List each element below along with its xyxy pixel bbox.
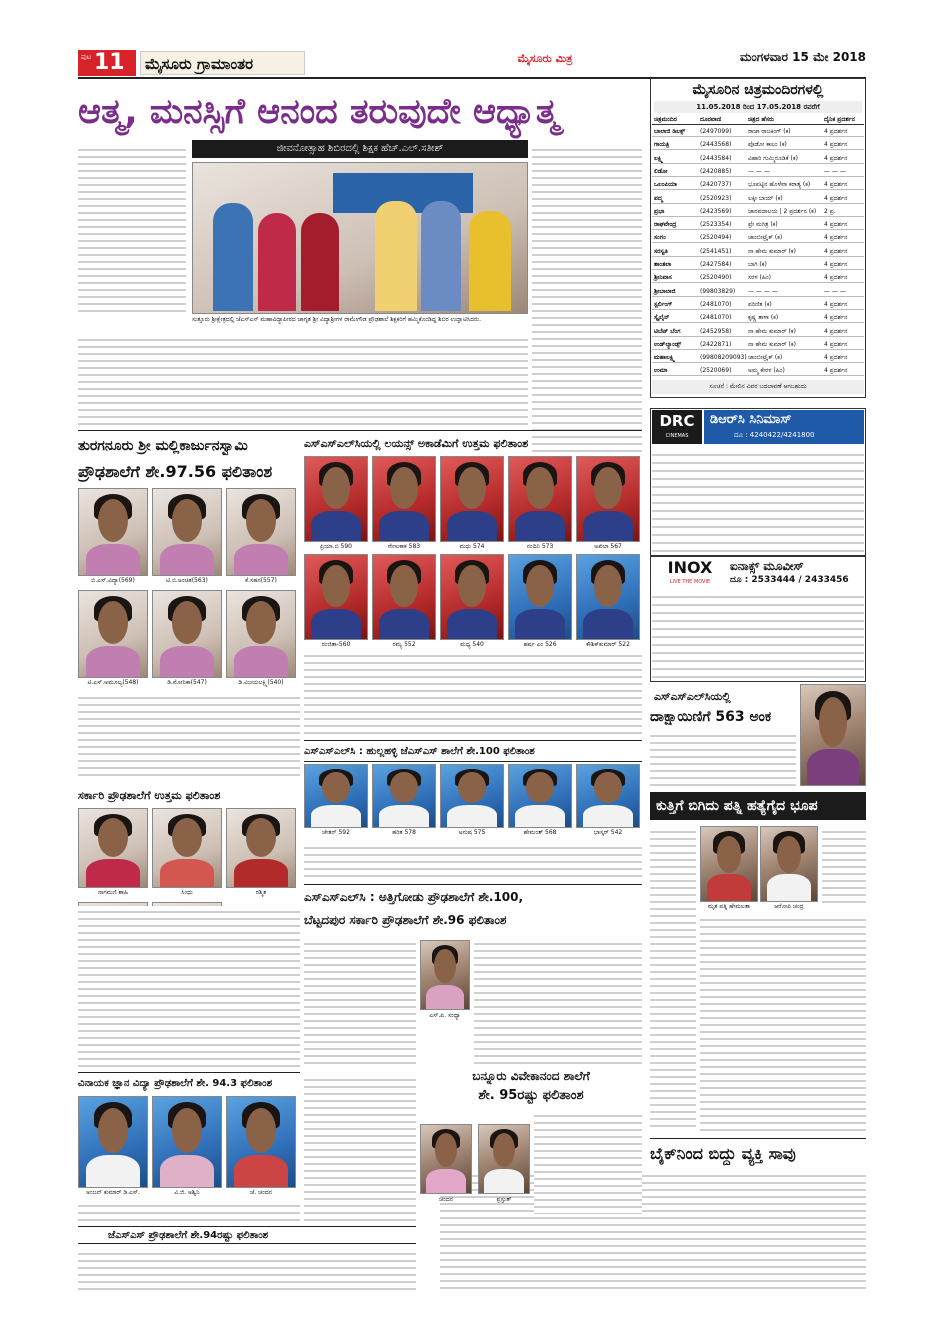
lions-body — [304, 650, 642, 736]
inox-logo-sub: LIVE THE MOVIE — [669, 579, 711, 585]
cinema-phone: (2423569) — [700, 207, 732, 215]
cinema-row — [652, 180, 864, 190]
cinema-shows: 4 ಪ್ರದರ್ಶನ — [824, 141, 848, 149]
dakshayini-headline-1: ಎಸ್‌ಎಸ್‌ಎಲ್‌ಸಿಯಲ್ಲಿ — [654, 690, 731, 703]
lead-subhead-text: ಜೀವನೋತ್ಸಾಹ ಶಿಬಿರದಲ್ಲಿ ಶಿಕ್ಷಕ ಹೆಚ್.ಎಲ್.ಸತೀಶ್ — [276, 143, 444, 154]
cinema-film: ಜಾಂಬೀಟ್ರೈಕ್ (ಕ) — [748, 354, 783, 362]
lions-photo — [576, 456, 640, 542]
bhoopa-headline: ಕುತ್ತಿಗೆ ಬಿಗಿದು ಪತ್ನಿ ಹತ್ಯೆಗೈದ ಭೂಪ — [656, 798, 818, 814]
bannur-headline-1: ಬನ್ನೂರು ವಿವೇಕಾನಂದ ಶಾಲೆಗೆ — [472, 1069, 590, 1083]
turaganur-body — [78, 692, 300, 780]
lead-body-bottom — [78, 334, 528, 428]
cinema-row — [652, 353, 864, 363]
lions-headline-bar — [304, 434, 642, 454]
cinema-shows: — — — — [824, 167, 846, 175]
cinema-phone: (99808209093) — [700, 354, 747, 362]
halligalli-photo — [372, 764, 436, 828]
cinema-note: ಸೂಚನೆ : ಮೇಲಿನ ವಿವರ ಬದಲಾವಣೆ ಆಗಬಹುದು — [652, 380, 864, 394]
cinema-row — [652, 273, 864, 283]
cinema-film: ಸರಳ (ಹಿಂ) — [748, 274, 771, 282]
cinema-shows: 4 ಪ್ರದರ್ಶನ — [824, 367, 848, 375]
turaganur-caption: ಡಿ.ಮೋನಿಕಾ(547) — [167, 679, 207, 686]
cinema-row — [652, 220, 864, 230]
lead-subhead — [192, 140, 528, 158]
cinema-row — [652, 167, 864, 177]
cinema-film: ನಾ ಹೇಮ ಕುಮಾರ್ (ಕ) — [748, 340, 796, 348]
cinema-row — [652, 313, 864, 323]
drc-title: ಡಿಆರ್‌ಸಿ ಸಿನಿಮಾಸ್ — [710, 412, 792, 427]
cinema-theatre: ಒಲಂಪಿಯಾ — [654, 181, 677, 189]
page-number: 11 — [94, 50, 125, 75]
inox-title: ಐನಾಕ್ಸ್ ಮೂವೀಸ್ — [730, 559, 804, 573]
cinema-film: — — — — — [748, 287, 778, 295]
vinayaka-body — [78, 1200, 300, 1222]
cinema-phone: (2443568) — [700, 141, 732, 149]
cinema-film: ನಾ ಹೇಮ ಕುಮಾರ್ (ಕ) — [748, 247, 796, 255]
cinema-film: ರಾಜಾ ರಾಜಕಿಂಗ್ (ಕ) — [748, 128, 791, 135]
cinema-film: ಅಮ್ಮ ಕೇರಳ (ಹಿಂ) — [748, 367, 785, 375]
page-number-badge — [78, 50, 136, 76]
lions-caption: ಹರ್ಷ ಎಂ 526 — [523, 641, 557, 648]
cinema-shows: 4 ಪ್ರದರ್ಶನ — [824, 181, 848, 189]
lions-headline: ಎಸ್‌ಎಸ್‌ಎಲ್‌ಸಿಯಲ್ಲಿ ಲಯನ್ಸ್ ಅಕಾಡೆಮಿಗೆ ಉತ್ತಮ ಫಲಿತಾಂಶ — [304, 437, 529, 450]
cinema-shows: 4 ಪ್ರದರ್ಶನ — [824, 274, 848, 282]
cinema-row — [652, 340, 864, 350]
halligalli-headline-bar — [304, 740, 642, 762]
cinema-row — [652, 127, 864, 137]
lions-photo — [440, 456, 504, 542]
attigodu-photo — [420, 940, 470, 1010]
cinema-phone: (2520923) — [700, 194, 732, 202]
cinema-film: ಬಾಗಿ (ಕ) — [748, 261, 767, 268]
turaganur-photo — [226, 590, 296, 678]
lions-photo — [576, 554, 640, 640]
lead-photo — [192, 162, 528, 314]
cinema-phone: (2443584) — [700, 154, 732, 162]
turaganur-photo — [152, 488, 222, 576]
dakshayini-photo — [800, 684, 866, 786]
cinema-theatre: ಉಮಾ — [654, 367, 668, 375]
lead-body-right — [532, 144, 642, 452]
halligalli-caption: ಚೇತನ್ 592 — [322, 829, 350, 836]
inox-logo-text: INOX — [667, 558, 713, 577]
cinema-film: ಕೃಷ್ಣ ತಾಳಾ (ಕ) — [748, 314, 779, 322]
halligalli-caption: ಭಾಸ್ಕರ್ 542 — [593, 829, 623, 836]
cinema-phone: (2481070) — [700, 314, 732, 322]
vinayaka-photo — [226, 1096, 296, 1188]
cinema-phone: (2520494) — [700, 234, 732, 242]
turaganur-photo — [78, 590, 148, 678]
bannur-caption-1: ಚಂದನ — [439, 1196, 453, 1203]
cinema-film: ನಾ ಹೇಮ ಕುಮಾರ್ (ಕ) — [748, 327, 796, 335]
cinema-row — [652, 300, 864, 310]
turaganur-caption: ಟಿ.ಎಸ್.ಅಮೂಲ್ಯ(548) — [87, 679, 139, 686]
cinema-shows: 4 ಪ್ರದರ್ಶನ — [824, 154, 848, 162]
inox-title-bar — [730, 558, 864, 588]
lead-photo-caption: ಸುತ್ತೂರು ಶ್ರೀಕ್ಷೇತ್ರದಲ್ಲಿ ಜೆಎಸ್ಎಸ್ ಮಹಾವಿದ್ಯಾಪೀಠದ ಜಾಗೃತ ಶ್ರೀ ವಿದ್ಯಾಶ್ರೀಗಳ ರಾಮೇಗೌಡ ಪ್ರೌಢಶಾಲೆ ಶಿಕ್ಷಕರಿಗೆ ಹಮ್ಮಿಕೊಂಡಿದ್ದ ಶಿಬಿರ ಉದ್ಘಾಟಿಸಿದರು. — [192, 316, 481, 323]
vinayaka-body-right — [304, 1074, 416, 1224]
issue-date: ಮಂಗಳವಾರ 15 ಮೇ 2018 — [739, 50, 866, 64]
bannur-headline-2: ಶೇ. 95ರಷ್ಟು ಫಲಿತಾಂಶ — [478, 1088, 584, 1103]
cinema-shows: 4 ಪ್ರದರ್ಶನ — [824, 314, 848, 322]
lions-caption: ಅಖಿಲಾ 567 — [594, 543, 622, 550]
government-body — [78, 906, 300, 1070]
bhoopa-caption-accused: ಆರೋಪಿ ಚಂದ್ರ — [774, 903, 804, 910]
government-photo — [226, 808, 296, 888]
drc-schedule — [652, 448, 864, 552]
turaganur-headline-2: ಪ್ರೌಢಶಾಲೆಗೆ ಶೇ.97.56 ಫಲಿತಾಂಶ — [78, 462, 273, 481]
turaganur-caption: ಕೆ.ಸಹನ(557) — [245, 577, 277, 584]
jss-headline: ಜೆಎಸ್‌ಎಸ್ ಪ್ರೌಢಶಾಲೆಗೆ ಶೇ.94ರಷ್ಟು ಫಲಿತಾಂಶ — [108, 1230, 269, 1241]
cinema-film: ಭೂಪಟ್ಟಿನ ಹೊಳೆವಾ ಕರಾತ್ಯ (ಕ) — [748, 181, 811, 189]
vinayaka-caption: ವಿ.ಜಿ. ಅಶ್ವಿನಿ — [174, 1189, 200, 1196]
cinema-shows: 2 ಪ್ರ. — [824, 207, 836, 215]
lions-caption: ಪ್ರಿಯಾ.ಬಿ 590 — [320, 543, 352, 550]
turaganur-caption: ಬಿ.ಎಸ್.ವಿದ್ಯಾ(569) — [91, 577, 135, 584]
bhoopa-body-main — [700, 914, 866, 1134]
cinema-phone: (2520490) — [700, 274, 732, 282]
bike-headline: ಬೈಕ್‌ನಿಂದ ಬಿದ್ದು ವ್ಯಕ್ತಿ ಸಾವು — [650, 1144, 796, 1163]
cinema-theatre: ಶಾಂತಲಾ — [654, 261, 672, 268]
vinayaka-photo — [152, 1096, 222, 1188]
cinema-film: ಪೊಡೋ ಕಾಲಂ (ಕ) — [748, 141, 787, 149]
cinema-row — [652, 327, 864, 337]
halligalli-caption: ಅನುಷ 575 — [458, 829, 486, 836]
turaganur-photo — [152, 590, 222, 678]
cinema-film: ಲಕ್ಕೀ ಬಾಯ್ (ಕ) — [748, 194, 783, 202]
cinema-row — [652, 154, 864, 164]
cinema-title: ಮೈಸೂರಿನ ಚಿತ್ರಮಂದಿರಗಳಲ್ಲಿ — [692, 82, 824, 98]
halligalli-body — [304, 842, 642, 882]
lead-body-left — [78, 144, 186, 316]
drc-logo — [652, 410, 702, 444]
lions-photo — [508, 456, 572, 542]
cinema-shows: 4 ಪ್ರದರ್ಶನ — [824, 234, 848, 242]
cinema-phone: (2497099) — [700, 128, 732, 135]
halligalli-photo — [304, 764, 368, 828]
lions-caption: ಮಧು 574 — [459, 543, 485, 550]
government-photo — [152, 808, 222, 888]
halligalli-photo — [576, 764, 640, 828]
bhoopa-photo-wife — [700, 826, 758, 902]
page-label: ಪುಟ — [81, 53, 92, 61]
lions-photo — [304, 456, 368, 542]
turaganur-caption: ಡಿ.ವಿಜಯಲಕ್ಷ್ಮಿ(540) — [238, 679, 284, 686]
cinema-phone: (2523354) — [700, 221, 732, 229]
drc-title-bar — [704, 410, 864, 444]
dakshayini-body — [650, 730, 796, 786]
cinema-theatre: ಶ್ರೀಬಾಲಾಜಿ — [654, 287, 676, 295]
inox-schedule — [652, 590, 864, 678]
lions-caption: ಕೌಶಿಕ್‌ಕುಮಾರ್ 522 — [586, 641, 630, 648]
attigodu-body-left — [304, 938, 416, 1064]
cinema-theatre: ಲಕ್ಷ್ಮಿ — [654, 154, 663, 162]
bannur-photo-2 — [478, 1124, 530, 1194]
dakshayini-headline-2: ದಾಕ್ಷಾಯಿಣಿಗೆ 563 ಅಂಕ — [650, 709, 772, 725]
cinema-theatre: ಸಂಗಂ — [654, 234, 666, 242]
cinema-theatre: ರಾಘವೇಂದ್ರ — [654, 221, 677, 229]
halligalli-caption: ಹೇಮಂತ್ 568 — [523, 829, 557, 836]
attigodu-caption: ಎಸ್.ಪಿ. ಸಂಧ್ಯಾ — [429, 1012, 461, 1019]
cinema-phone: (2452958) — [700, 327, 732, 335]
halligalli-headline: ಎಸ್‌ಎಸ್‌ಎಲ್‌ಸಿ : ಹುಲ್ಲಹಳ್ಳಿ ಜೆಎಸ್‌ಎಸ್ ಶಾಲೆಗೆ ಶೇ.100 ಫಲಿತಾಂಶ — [304, 746, 535, 757]
cinema-shows: 4 ಪ್ರದರ್ಶನ — [824, 247, 848, 255]
cinema-shows: 4 ಪ್ರದರ್ಶನ — [824, 354, 848, 362]
cinema-phone: (2520069) — [700, 367, 732, 375]
vinayaka-caption: ಅಂಜನ್ ಕುಮಾರ್ ಡಿ.ಎಸ್. — [86, 1189, 140, 1196]
cinema-row — [652, 366, 864, 376]
cinema-phone: (2481070) — [700, 300, 732, 308]
turaganur-photo — [226, 488, 296, 576]
government-caption: ಸಿಂಧು — [181, 889, 193, 896]
turaganur-headline-1: ತುರಗನೂರು ಶ್ರೀ ಮಲ್ಲಿಕಾರ್ಜುನಸ್ವಾಮಿ — [78, 438, 248, 454]
cinema-header-row — [652, 115, 864, 125]
lions-caption: ನಂದಿನಿ 573 — [526, 543, 554, 550]
cinema-dates: 11.05.2018 ರಿಂದ 17.05.2018 ರವರೆಗೆ — [654, 101, 862, 113]
cinema-row — [652, 247, 864, 257]
bannur-photo-1 — [420, 1124, 472, 1194]
vinayaka-headline: ವಿನಾಯಕ ಜ್ಞಾನ ವಿದ್ಯಾ ಪ್ರೌಢಶಾಲೆಗೆ ಶೇ. 94.3 ಫಲಿತಾಂಶ — [78, 1078, 273, 1089]
jss-headline-bar — [78, 1226, 416, 1244]
cinema-theatre: ಸ್ಟರ್ಲಿಂಗ್ — [654, 300, 673, 308]
halligalli-caption: ಹರಿತ 578 — [392, 829, 416, 836]
cinema-theatre: ಮಹಾಲಕ್ಷ್ಮಿ — [654, 354, 675, 362]
cinema-row — [652, 260, 864, 270]
lead-headline: ಆತ್ಮ, ಮನಸ್ಸಿಗೆ ಆನಂದ ತರುವುದೇ ಆಧ್ಯಾತ್ಮ — [78, 92, 560, 132]
cinema-phone: (2541451) — [700, 247, 732, 255]
cinema-col-film: ಚಿತ್ರದ ಹೆಸರು — [748, 116, 775, 123]
halligalli-photo — [508, 764, 572, 828]
cinema-phone: (2420737) — [700, 181, 732, 189]
cinema-row — [652, 233, 864, 243]
attigodu-headline-1: ಎಸ್‌ಎಸ್‌ಎಲ್‌ಸಿ : ಅತ್ತಿಗೋಡು ಪ್ರೌಢಶಾಲೆಗೆ ಶೇ.100, — [304, 890, 524, 904]
lions-photo — [372, 554, 436, 640]
bannur-caption-2: ಪ್ರಸ್ತುತ್ — [496, 1196, 512, 1203]
bannur-body — [534, 1110, 642, 1214]
jss-body — [78, 1248, 416, 1290]
cinema-shows: 4 ಪ್ರದರ್ಶನ — [824, 261, 848, 268]
inox-phone: ದೂ : 2533444 / 2433456 — [730, 575, 849, 585]
cinema-theatre: ಟಿಬೆಟ್ ಬೆಂಗ — [654, 327, 681, 335]
bhoopa-caption-wife: ಮೃತ ಪತ್ನಿ ಹೇಮಲತಾ — [707, 903, 751, 910]
cinema-col-phone: ದೂರವಾಣಿ — [700, 116, 722, 123]
government-photo — [78, 808, 148, 888]
paper-name: ಮೈಸೂರು ಮಿತ್ರ — [517, 52, 573, 65]
lions-caption: ರಂಜಿತಾ-560 — [321, 641, 351, 648]
cinema-shows: — — — — [824, 287, 846, 295]
cinema-phone: (2427584) — [700, 261, 732, 268]
lions-photo — [304, 554, 368, 640]
cinema-film: ವಿಹಾರಿ ಗುಮ್ಮಿರೂಡಿಕೆ (ಕ) — [748, 154, 798, 162]
cinema-shows: 4 ಪ್ರದರ್ಶನ — [824, 340, 848, 348]
drc-logo-sub: CINEMAS — [665, 433, 689, 439]
cinema-phone: (2420885) — [700, 167, 732, 175]
cinema-row — [652, 140, 864, 150]
cinema-film: ಜಾನಪದಾಲಯ | 2 ಪ್ರದರ್ಶನ (ಕ) — [748, 207, 817, 215]
cinema-film: ಜಾಂಬೀಟ್ರೈಕ್ (ಕ) — [748, 234, 783, 242]
bhoopa-body-left — [650, 826, 696, 1132]
halligalli-photo — [440, 764, 504, 828]
cinema-shows: 4 ಪ್ರದರ್ಶನ — [824, 194, 848, 202]
lions-caption: ರೇಣುಕಾಕ 583 — [387, 543, 421, 550]
cinema-theatre: ಶ್ರೀನಿವಾಸ — [654, 274, 672, 282]
cinema-theatre: ಲಿಡೋ — [654, 167, 668, 175]
cinema-film: ಪ್ರೇ ಮಗಿತ್ರ (ಕ) — [748, 221, 778, 229]
drc-logo-text: DRC — [659, 412, 695, 430]
lions-caption: ರಮ್ಯ 552 — [392, 641, 416, 648]
cinema-shows: 4 ಪ್ರದರ್ಶನ — [824, 128, 848, 135]
vinayaka-photo — [78, 1096, 148, 1188]
cinema-col-theatre: ಚಿತ್ರಮಂದಿರ — [654, 116, 677, 123]
lions-photo — [372, 456, 436, 542]
inox-logo — [652, 558, 728, 588]
cinema-col-shows: ದೈನಿಕ ಪ್ರದರ್ಶನ — [824, 116, 855, 123]
government-caption: ನಾಗಮಣಿ ಶಾಹಿ — [97, 889, 129, 896]
cinema-phone: (99803829) — [700, 287, 736, 295]
cinema-row — [652, 207, 864, 217]
drc-phone: ದೂ : 4240422/4241800 — [734, 431, 815, 439]
cinema-theatre: ಬಾಲಾಜಿ ಡಿಲಕ್ಸ್ — [654, 128, 686, 135]
cinema-shows: 4 ಪ್ರದರ್ಶನ — [824, 221, 848, 229]
cinema-film: — — — — [748, 167, 770, 175]
cinema-theatre: ಸ್ಕೈಲೈನ್ — [654, 314, 670, 322]
lions-photo — [440, 554, 504, 640]
bhoopa-headline-bar — [650, 792, 866, 820]
cinema-phone: (2422871) — [700, 340, 732, 348]
cinema-row — [652, 194, 864, 204]
attigodu-headline-2: ಬೆಟ್ಟದಪುರ ಸರ್ಕಾರಿ ಪ್ರೌಢಶಾಲೆಗೆ ಶೇ.96 ಫಲಿತಾಂಶ — [304, 913, 507, 927]
turaganur-photo — [78, 488, 148, 576]
cinema-theatre: ಪ್ರಭಾ — [654, 207, 665, 215]
bhoopa-body-right — [822, 826, 866, 906]
cinema-theatre: ಗಾಯತ್ರಿ — [654, 141, 670, 149]
bhoopa-photo-accused — [760, 826, 818, 902]
cinema-theatre: ಉಡ್‌ಲ್ಯಾಂಡ್ಸ್ — [654, 340, 682, 348]
section-label: ಮೈಸೂರು ಗ್ರಾಮಾಂತರ — [140, 51, 305, 75]
cinema-theatre: ಸರಸ್ವತಿ — [654, 247, 668, 255]
lions-photo — [508, 554, 572, 640]
cinema-row — [652, 287, 864, 297]
lions-caption: ಮಧ್ಯ 540 — [460, 641, 484, 648]
vinayaka-caption: ಜೆ. ಚಂದನ — [249, 1189, 273, 1196]
turaganur-caption: ಟಿ.ಬಿ.ಅಂಚಿತ(563) — [166, 577, 208, 584]
cinema-shows: 4 ಪ್ರದರ್ಶನ — [824, 300, 848, 308]
cinema-film: ಪರಿಣಿತ (ಕ) — [748, 300, 772, 308]
attigodu-body-right — [474, 938, 642, 1064]
government-caption: ರಶ್ಮಿತ — [255, 889, 267, 896]
cinema-shows: 4 ಪ್ರದರ್ಶನ — [824, 327, 848, 335]
cinema-theatre: ಪದ್ಮ — [654, 194, 663, 202]
government-headline: ಸರ್ಕಾರಿ ಪ್ರೌಢಶಾಲೆಗೆ ಉತ್ತಮ ಫಲಿತಾಂಶ — [78, 789, 221, 802]
